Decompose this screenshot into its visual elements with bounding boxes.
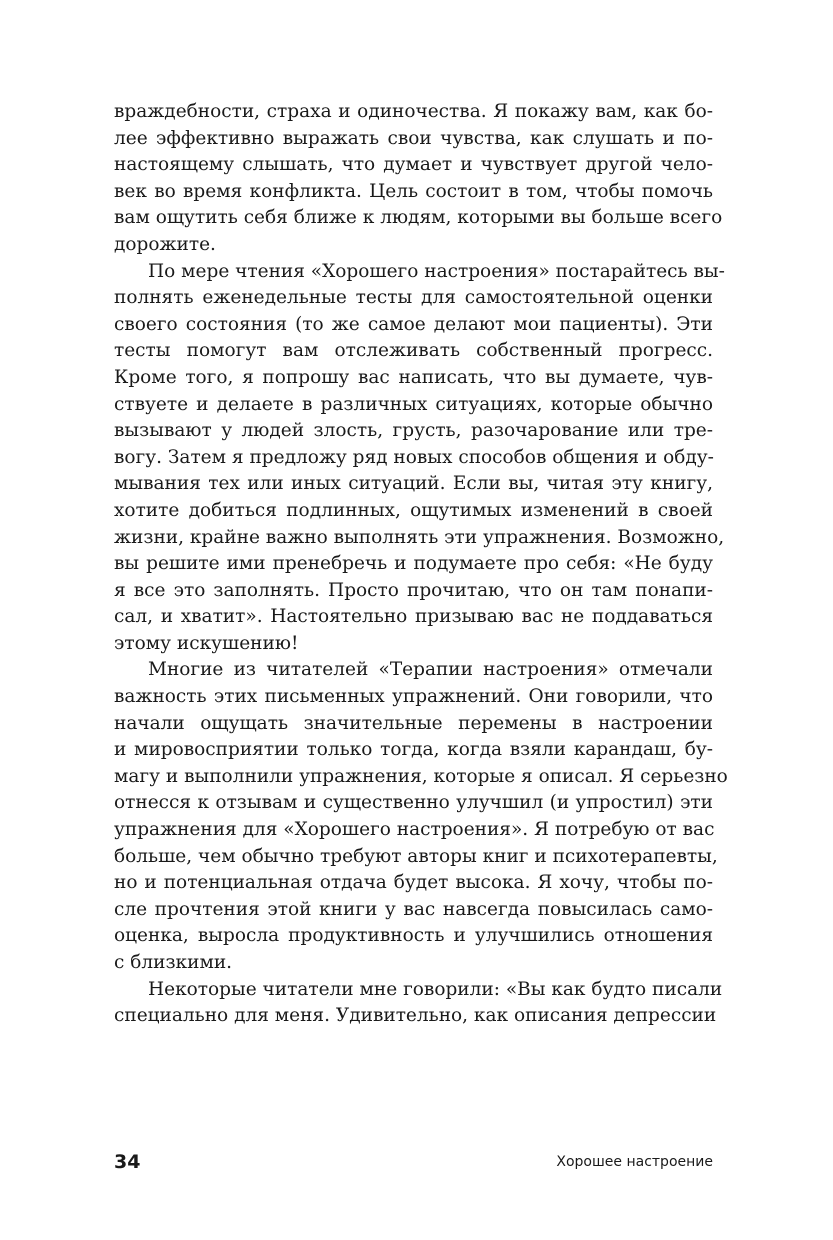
text-line: своего состояния (то же самое делают мои пациенты). Эти — [114, 313, 713, 335]
text-line: Кроме того, я попрошу вас написать, что вы думаете, чув- — [114, 366, 713, 388]
text-line: я все это заполнять. Просто прочитаю, что он там понапи- — [114, 579, 713, 601]
text-line: этому искушению! — [114, 632, 299, 654]
text-line: хотите добиться подлинных, ощутимых изменений в своей — [114, 499, 713, 521]
text-line: сал, и хватит». Настоятельно призываю вас не поддаваться — [114, 606, 713, 628]
text-line: вы решите ими пренебречь и подумаете про себя: «Не буду — [114, 553, 713, 575]
text-line: ствуете и делаете в различных ситуациях, которые обычно — [114, 393, 713, 415]
text-line: вызывают у людей злость, грусть, разочарование или тре- — [114, 420, 713, 442]
text-line: вам ощутить себя ближе к людям, которыми вы больше всего — [114, 207, 723, 229]
text-line: больше, чем обычно требуют авторы книг и психотерапевты, — [114, 845, 718, 867]
text-line: настоящему слышать, что думает и чувствует другой чело- — [114, 154, 713, 176]
text-line: век во время конфликта. Цель состоит в том, чтобы помочь — [114, 180, 713, 202]
text-line: жизни, крайне важно выполнять эти упражнения. Возможно, — [114, 526, 725, 548]
text-line: отнесся к отзывам и существенно улучшил (и упростил) эти — [114, 792, 713, 814]
text-line: лее эффективно выражать свои чувства, как слушать и по- — [114, 127, 713, 149]
text-line: Некоторые читатели мне говорили: «Вы как будто писали — [148, 978, 723, 1000]
book-page-body — [114, 99, 728, 1030]
text-line: магу и выполнили упражнения, которые я описал. Я серьезно — [114, 765, 728, 787]
running-title: Хорошее настроение — [556, 1154, 713, 1170]
page-number: 34 — [114, 1151, 141, 1173]
text-line: тесты помогут вам отслеживать собственный прогресс. — [114, 340, 713, 362]
text-line: специально для меня. Удивительно, как описания депрессии — [114, 1005, 717, 1027]
text-line: По мере чтения «Хорошего настроения» постарайтесь вы- — [148, 260, 725, 282]
text-line: враждебности, страха и одиночества. Я покажу вам, как бо- — [114, 101, 713, 122]
text-line: оценка, выросла продуктивность и улучшились отношения — [114, 925, 713, 947]
text-line: но и потенциальная отдача будет высока. Я хочу, чтобы по- — [114, 872, 713, 894]
text-line: упражнения для «Хорошего настроения». Я потребую от вас — [114, 819, 715, 841]
page-footer — [114, 1150, 713, 1174]
text-line: полнять еженедельные тесты для самостоятельной оценки — [114, 287, 713, 309]
text-line: дорожите. — [114, 233, 216, 255]
text-line: с близкими. — [114, 952, 233, 973]
text-line: важность этих письменных упражнений. Они говорили, что — [114, 686, 713, 708]
text-line: вогу. Затем я предложу ряд новых способов общения и обду- — [114, 446, 714, 468]
text-line: и мировосприятии только тогда, когда взяли карандаш, бу- — [114, 739, 713, 761]
text-line: сле прочтения этой книги у вас навсегда повысилась само- — [114, 898, 713, 920]
text-line: начали ощущать значительные перемены в настроении — [114, 712, 713, 734]
text-line: Многие из читателей «Терапии настроения» отмечали — [148, 659, 713, 681]
text-line: мывания тех или иных ситуаций. Если вы, читая эту книгу, — [114, 473, 713, 495]
